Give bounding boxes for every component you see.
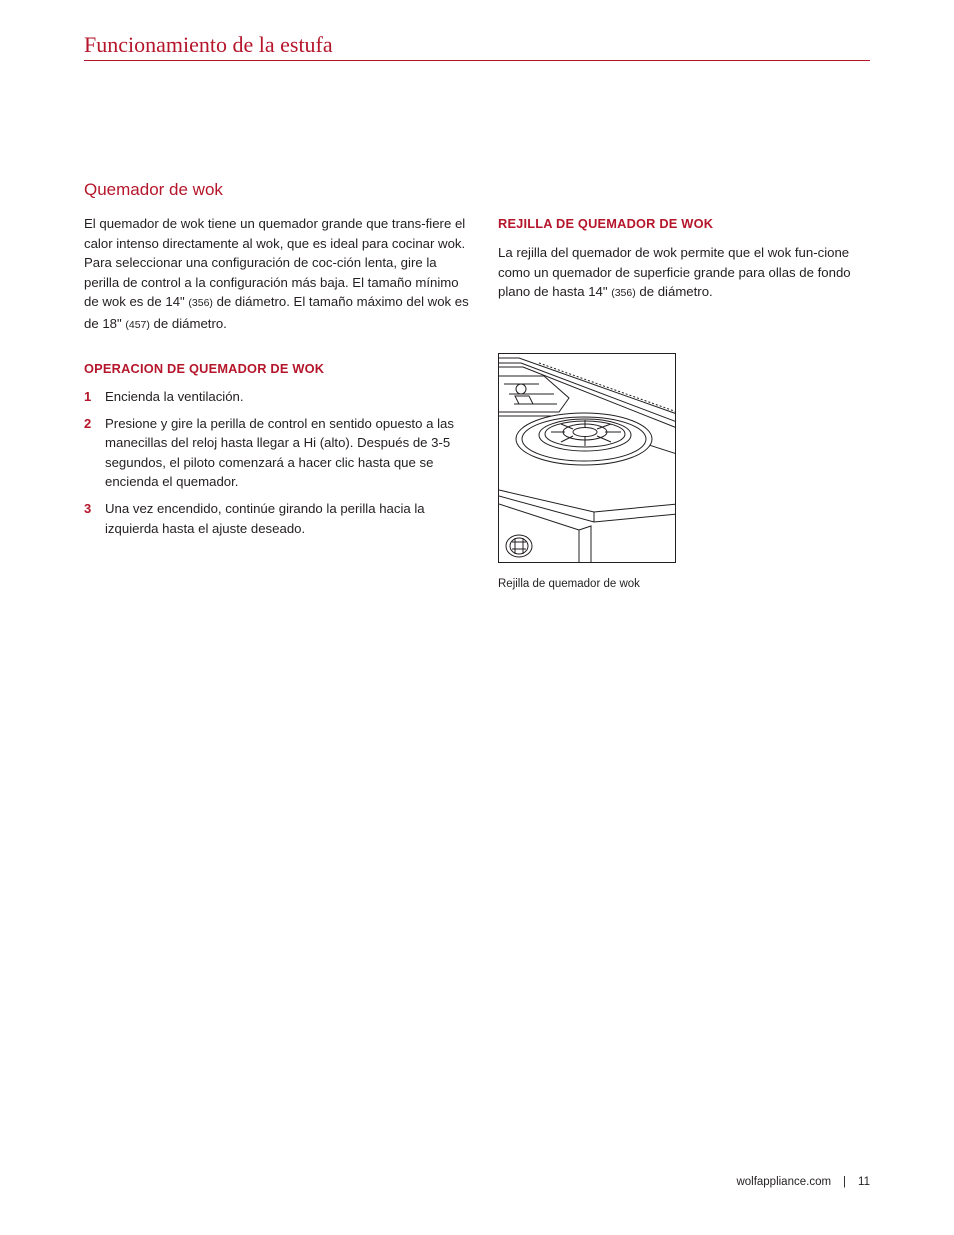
grate-text-a: La rejilla del quemador de wok permite que el wok fun-cione como un quemador de superficie grande para ollas de fondo plano de hasta 14"	[498, 245, 851, 300]
intro-text-b: de diámetro. El tamaño máximo del wok es de 18"	[84, 294, 469, 331]
intro-metric-min: (356)	[188, 297, 213, 310]
step-item	[84, 499, 469, 538]
intro-metric-max: (457)	[125, 318, 150, 331]
step-item	[84, 387, 469, 407]
figure-caption: Rejilla de quemador de wok	[498, 578, 640, 590]
step-number: 1	[84, 389, 92, 404]
grate-metric: (356)	[611, 287, 636, 300]
intro-text-c: de diámetro.	[149, 315, 227, 331]
title-divider	[84, 60, 870, 61]
step-item	[84, 414, 469, 492]
wok-grate-illustration	[498, 353, 676, 563]
intro-paragraph	[84, 214, 469, 336]
page-footer	[736, 1176, 870, 1188]
grate-text-b: de diámetro.	[635, 284, 713, 300]
wok-grate-drawing	[499, 354, 676, 563]
footer-separator: |	[843, 1176, 847, 1188]
step-number: 2	[84, 415, 92, 431]
step-text: Encienda la ventilación.	[105, 389, 244, 404]
footer-site: wolfappliance.com	[736, 1176, 832, 1188]
section-heading: Quemador de wok	[84, 180, 223, 199]
operation-steps	[84, 387, 469, 545]
grate-heading: REJILLA DE QUEMADOR DE WOK	[498, 216, 714, 231]
step-number: 3	[84, 500, 92, 516]
operation-heading: OPERACION DE QUEMADOR DE WOK	[84, 361, 325, 376]
page-title: Funcionamiento de la estufa	[84, 32, 333, 57]
grate-paragraph	[498, 243, 870, 304]
step-text: Una vez encendido, continúe girando la perilla hacia la izquierda hasta el ajuste deseado.	[105, 500, 425, 536]
step-text: Presione y gire la perilla de control en sentido opuesto a las manecillas del reloj hasta llegar a Hi (alto). Después de 3-5 segundos, el piloto comenzará a hacer clic hasta que se encienda el quemador.	[105, 415, 454, 490]
page-number: 11	[858, 1176, 870, 1188]
intro-text-a: El quemador de wok tiene un quemador grande que trans-fiere el calor intenso directamente al wok, que es ideal para cocinar wok. Para seleccionar una configuración de coc-ción lenta, gire la perilla de control a la configuración más baja. El tamaño mínimo de wok es de 14"	[84, 216, 466, 310]
